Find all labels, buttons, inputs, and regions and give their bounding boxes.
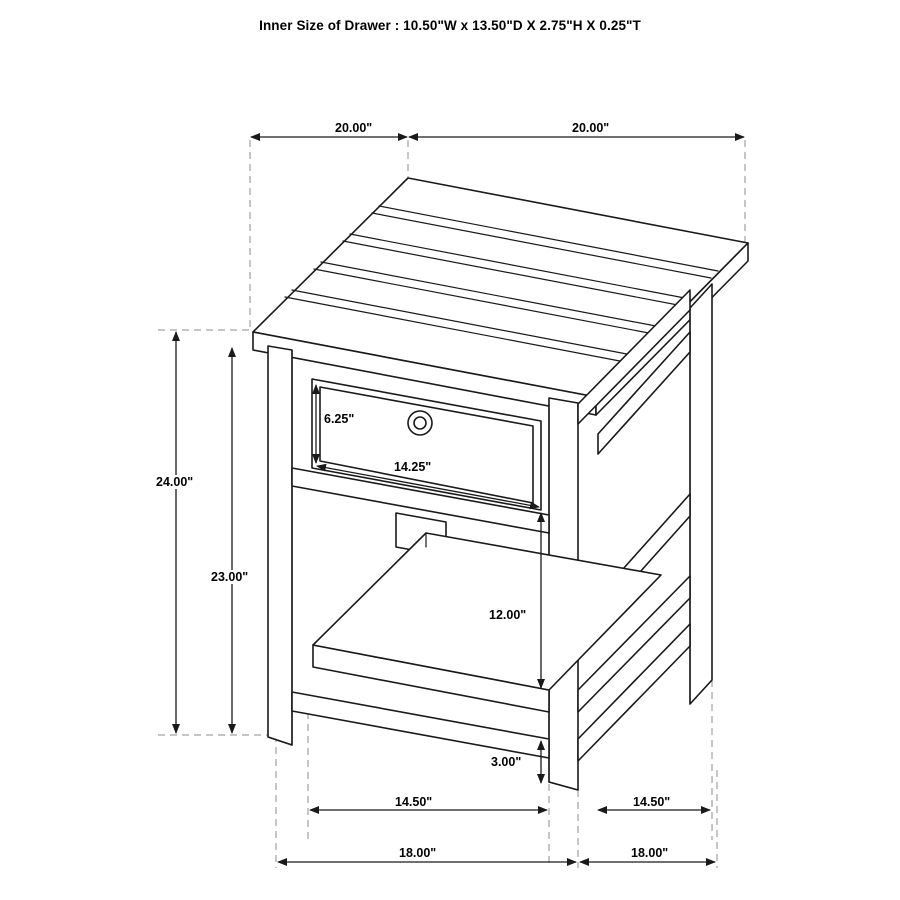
drawer-knob-inner — [414, 417, 426, 429]
table-geometry — [253, 178, 748, 790]
dim-label-drawer-height: 6.25" — [324, 412, 355, 426]
dim-label-top-right-depth: 20.00" — [572, 121, 610, 135]
dim-label-top-to-floor: 23.00" — [211, 570, 249, 584]
dim-label-top-left-depth: 20.00" — [335, 121, 373, 135]
dim-label-front-width: 18.00" — [399, 846, 437, 860]
page-title: Inner Size of Drawer : 10.50"W x 13.50"D X 2.75"H X 0.25"T — [259, 18, 641, 33]
dim-label-front-inner-width: 14.50" — [395, 795, 433, 809]
dim-label-shelf-opening: 12.00" — [489, 608, 527, 622]
dim-label-side-inner-depth: 14.50" — [633, 795, 671, 809]
dim-label-drawer-width: 14.25" — [394, 460, 432, 474]
back-right-leg — [690, 284, 712, 704]
dim-label-overall-height: 24.00" — [156, 475, 194, 489]
dim-label-floor-clearance: 3.00" — [491, 755, 522, 769]
dim-label-side-depth: 18.00" — [631, 846, 669, 860]
front-left-leg — [268, 346, 292, 745]
